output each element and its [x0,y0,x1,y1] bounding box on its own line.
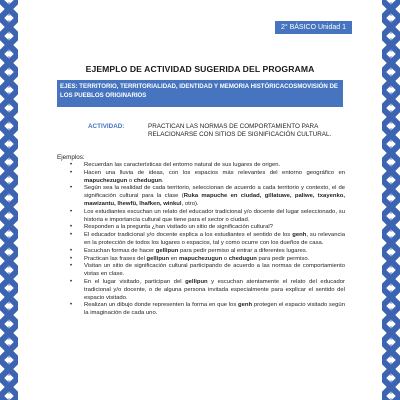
bold-term: Ruka mapuche en ciudad, gillatuwe, paliwe, txayenko, mawizantu, lhewfü, lhafken, winkul [84,193,345,207]
list-item [57,224,345,232]
actividad-label: ACTIVIDAD: [88,123,125,130]
text-segment: o [127,177,134,184]
bold-term: genh [238,302,253,309]
text-segment: En el lugar visitado, participan del [84,278,186,285]
text-segment: Según sea la realidad de cada territorio, seleccionan de acuerdo a cada territorio y contexto, el de significación cultural para la clase ( [84,185,345,200]
list-item [57,232,345,248]
decorative-border-left [0,0,18,400]
list-item [57,170,345,186]
text-segment: El educador tradicional y/o docente explica a los estudiantes el sentido de los [84,232,293,239]
list-item [57,209,345,225]
bold-term: mapuchezugun [84,177,128,184]
text-segment: y escuchan atentamente el relato del educador tradicional y/o docente, o de alguna persona invitada especialmente para explicar el sentido del espacio visitado. [84,278,345,301]
bold-term: gellipun [146,255,170,262]
list-item [57,302,345,318]
list-item [57,279,345,302]
actividad-text: PRACTICAN LAS NORMAS DE COMPORTAMIENTO PARA RELACIONARSE CON SITIOS DE SIGNIFICACIÓN CULTURAL. [148,123,332,139]
bold-term: gellipun [155,247,179,254]
text-segment: , su relevancia en la protección de todos los lugares o espacios, tal y como ocurre con los dueños de casa. [84,232,345,246]
eje-text: EJES: TERRITORIO, TERRITORIALIDAD, IDENTIDAD Y MEMORIA HISTÓRICACOSMOVISIÓN DE LOS PUEBLOS ORIGINARIOS [60,83,338,99]
text-segment: o [222,255,229,262]
ejemplos-label: Ejemplos: [57,154,85,161]
text-segment: Los estudiantes escuchan un relato del educador tradicional y/o docente del lugar seleccionado, su historia e importancia cultural que tiene para el sector o ciudad. [84,208,345,223]
list-item [57,256,345,264]
bold-term: genh [292,232,307,239]
text-segment: Recuerdan las características del entorno natural de sus lugares de origen. [84,162,281,168]
bold-term: chedugun [133,177,162,184]
text-segment: Escuchan formas de hacer [84,247,156,254]
text-segment: protegen el espacio visitado según la imaginación de cada uno. [84,302,345,317]
eje-banner [57,80,343,107]
text-segment: para pedir permiso al entrar a diferentes lugares. [178,247,308,254]
list-item [57,162,345,170]
text-segment: Hacen una lluvia de ideas, con los espacios más relevantes del entorno geográfico en [84,169,345,176]
text-segment: en [169,255,179,262]
bold-term: chedugun [228,255,257,262]
examples-list [57,162,345,318]
text-segment: Practican las frases del [84,255,147,262]
text-segment: . [161,177,164,184]
grade-badge: 2° BÁSICO Unidad 1 [275,21,352,34]
text-segment: Visitan un sitio de significación cultural participando de acuerdo a las normas de comportamiento vistas en clase. [84,263,345,278]
page-title: EJEMPLO DE ACTIVIDAD SUGERIDA DEL PROGRAMA [85,64,315,74]
list-item [57,185,345,208]
list-item [57,248,345,256]
text-segment: , otro). [181,200,199,207]
bold-term: mapuchezugun [178,255,223,262]
text-segment: Responden a la pregunta ¿han visitado un sitio de significación cultural? [84,224,273,231]
list-item [57,263,345,279]
actividad-block [88,123,343,139]
text-segment: para pedir permiso. [256,255,310,262]
text-segment: Realizan un dibujo donde representen la forma en que los [84,302,239,309]
decorative-border-right [382,0,400,400]
bold-term: gellipun [185,278,208,285]
